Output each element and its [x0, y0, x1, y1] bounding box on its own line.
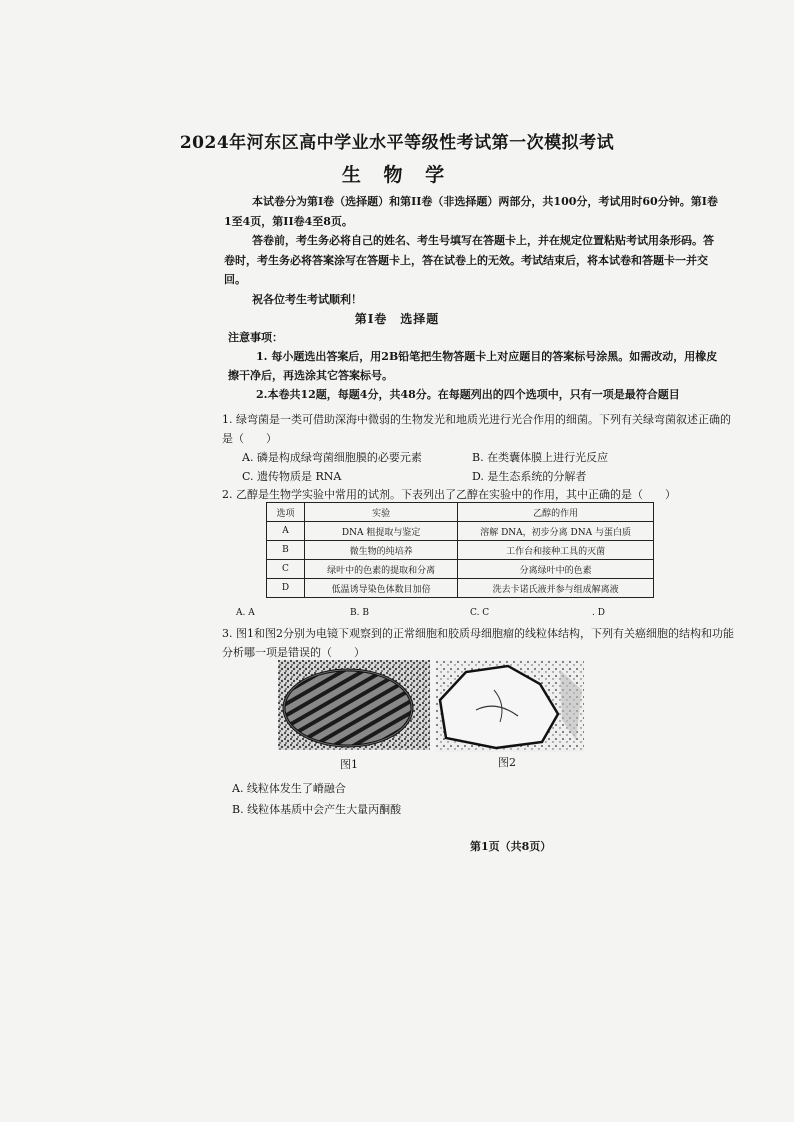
- table-cell: 溶解 DNA，初步分离 DNA 与蛋白质: [458, 522, 654, 541]
- note-1: 1. 每小题选出答案后，用2B铅笔把生物答题卡上对应题目的答案标号涂黑。如需改动，用橡皮擦干净后，再选涂其它答案标号。: [228, 350, 718, 382]
- table-header-option: 选项: [267, 503, 305, 522]
- table-cell: 绿叶中的色素的提取和分离: [304, 560, 457, 579]
- intro-paragraph-2: 答卷前，考生务必将自己的姓名、考生号填写在答题卡上，并在规定位置粘贴考试用条形码。答卷时，考生务必将答案涂写在答题卡上，答在试卷上的无效。考试结束后，将本试卷和答题卡一并交回。: [224, 234, 714, 286]
- figure-1-micrograph: [278, 660, 430, 750]
- table-row: [267, 560, 654, 579]
- table-cell: C: [267, 560, 305, 579]
- intro-block: [224, 192, 724, 309]
- table-cell: A: [267, 522, 305, 541]
- section-title: 第Ⅰ卷 选择题: [354, 312, 440, 326]
- table-header-row: [267, 503, 654, 522]
- question-2-answer-d: . D: [592, 608, 605, 618]
- question-2-answer-b: B. B: [350, 608, 369, 618]
- figure-1-label: 图1: [340, 758, 358, 771]
- question-1-options-row-2: [242, 467, 732, 486]
- ethanol-table: [266, 502, 654, 598]
- question-1-option-c: C. 遗传物质是 RNA: [242, 470, 342, 483]
- exam-subject: 生 物 学: [341, 164, 453, 186]
- table-cell: B: [267, 541, 305, 560]
- table-header-ethanol-role: 乙醇的作用: [458, 503, 654, 522]
- table-row: [267, 522, 654, 541]
- table-row: [267, 541, 654, 560]
- table-row: [267, 579, 654, 598]
- note-2: 2.本卷共12题，每题4分，共48分。在每题列出的四个选项中，只有一项是最符合题目: [256, 388, 680, 401]
- table-header-experiment: 实验: [304, 503, 457, 522]
- question-3-options: [232, 778, 401, 820]
- table-cell: 分离绿叶中的色素: [458, 560, 654, 579]
- question-1-options-row-1: [242, 448, 732, 467]
- notes-heading: 注意事项：: [228, 331, 283, 344]
- page-footer: 第1页（共8页）: [470, 840, 552, 853]
- question-1-stem: 1. 绿弯菌是一类可借助深海中微弱的生物发光和地质光进行光合作用的细菌。下列有关绿弯菌叙述正确的是（ ）: [222, 413, 731, 445]
- table-cell: DNA 粗提取与鉴定: [304, 522, 457, 541]
- question-2-answers: [236, 608, 636, 620]
- table-cell: 低温诱导染色体数目加倍: [304, 579, 457, 598]
- intro-paragraph-1: 本试卷分为第Ⅰ卷（选择题）和第II卷（非选择题）两部分，共100分，考试用时60分钟。第Ⅰ卷1至4页，第II卷4至8页。: [224, 195, 718, 228]
- question-3-stem: 3. 图1和图2分别为电镜下观察到的正常细胞和胶质母细胞瘤的线粒体结构，下列有关癌细胞的结构和功能分析哪一项是错误的（ ）: [222, 627, 734, 659]
- notes-block: [228, 328, 728, 404]
- question-1-option-a: A. 磷是构成绿弯菌细胞膜的必要元素: [242, 451, 422, 464]
- table-cell: 微生物的纯培养: [304, 541, 457, 560]
- intro-paragraph-3: 祝各位考生考试顺利！: [252, 292, 362, 306]
- question-3-option-b: B. 线粒体基质中会产生大量丙酮酸: [232, 803, 402, 816]
- table-cell: 洗去卡诺氏液并参与组成解离液: [458, 579, 654, 598]
- question-2-answer-c: C. C: [470, 608, 490, 618]
- exam-title: 2024年河东区高中学业水平等级性考试第一次模拟考试: [179, 133, 615, 153]
- question-1: [222, 410, 732, 486]
- question-1-option-d: D. 是生态系统的分解者: [472, 470, 587, 483]
- table-cell: 工作台和接种工具的灭菌: [458, 541, 654, 560]
- figure-2-micrograph: [436, 660, 584, 752]
- question-1-option-b: B. 在类囊体膜上进行光反应: [472, 451, 609, 464]
- question-2-stem: 2. 乙醇是生物学实验中常用的试剂。下表列出了乙醇在实验中的作用，其中正确的是（ ）: [222, 488, 676, 501]
- figure-2-label: 图2: [498, 756, 516, 769]
- question-3-option-a: A. 线粒体发生了嵴融合: [232, 782, 346, 795]
- question-3: [222, 624, 742, 662]
- question-2-answer-a: A. A: [236, 608, 255, 618]
- table-cell: D: [267, 579, 305, 598]
